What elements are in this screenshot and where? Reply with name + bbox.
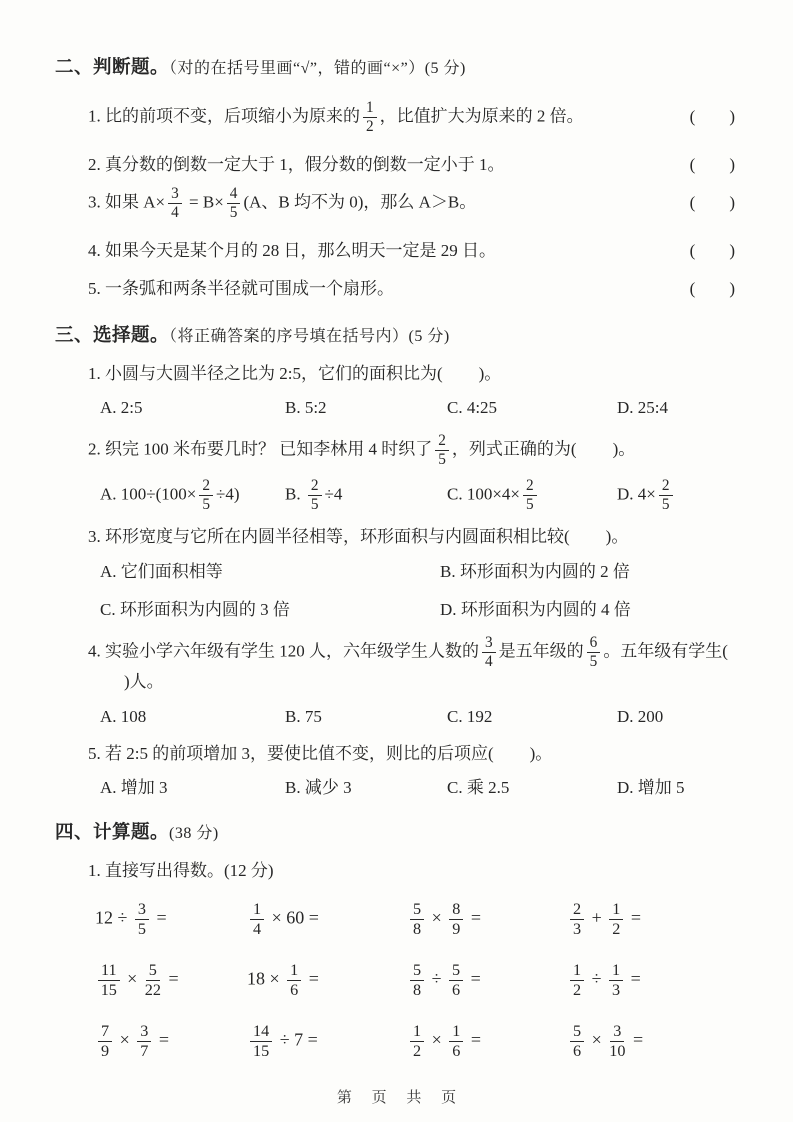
choice-question-4-option-b: B. 75: [285, 706, 322, 726]
choice-question-3-option-d: D. 环形面积为内圆的 4 倍: [440, 600, 631, 620]
choice-question-1-option-d: D. 25:4: [617, 398, 668, 418]
calc-problems: [55, 901, 735, 1060]
judge-question-2-answer-bracket: ( ): [689, 154, 735, 174]
fraction: $\frac{5}{6}$: [449, 962, 463, 999]
fraction: $\frac{1}{4}$: [250, 901, 264, 938]
judge-question-1-text: 1. 比的前项不变，后项缩小为原来的 $\frac{1}{2}$ ，比值扩大为原来的 2 倍。: [88, 98, 584, 135]
calc-problem-r3c4: $\frac{5}{6}$ × $\frac{3}{10}$ =: [567, 1023, 735, 1060]
choice-question-2-option-d: D. 4× $\frac{2}{5}$: [617, 478, 735, 513]
calc-problem-r1c4: $\frac{2}{3}$ + $\frac{1}{2}$ =: [567, 901, 735, 938]
fraction: $\frac{2}{5}$: [659, 478, 673, 513]
fraction: $\frac{6}{5}$: [587, 635, 601, 670]
judge-question-2: [55, 153, 735, 178]
fraction: $\frac{1}{2}$: [570, 962, 584, 999]
choice-question-2: [55, 433, 735, 513]
fraction: $\frac{5}{8}$: [410, 901, 424, 938]
section-calc: [55, 819, 735, 1060]
choice-question-4-text: 4. 实验小学六年级有学生 120 人，六年级学生人数的 $\frac{3}{4}$ 是五年级的 $\frac{6}{5}$ 。五年级有学生()人。: [88, 634, 728, 692]
judge-question-4-text: 4. 如果今天是某个月的 28 日，那么明天一定是 29 日。: [88, 240, 496, 260]
calc-problem-r1c1: 12 ÷ $\frac{3}{5}$ =: [95, 900, 167, 939]
judge-question-2-text: 2. 真分数的倒数一定大于 1，假分数的倒数一定小于 1。: [88, 154, 505, 174]
choice-question-1: [55, 362, 735, 421]
choice-question-5-option-b: B. 减少 3: [285, 778, 352, 798]
choice-question-4: [55, 635, 735, 729]
calc-subsection-title: 1. 直接写出得数。(12 分): [88, 860, 274, 880]
fraction: $\frac{11}{15}$: [98, 962, 120, 999]
choice-question-4-options: [55, 705, 735, 730]
fraction: $\frac{2}{5}$: [199, 478, 213, 513]
choice-question-3-text: 3. 环形宽度与它所在内圆半径相等，环形面积与内圆面积相比较( )。: [88, 527, 629, 547]
calc-title-note: (38 分): [169, 824, 219, 842]
choice-question-5-option-d: D. 增加 5: [617, 778, 685, 798]
fraction: $\frac{1}{3}$: [609, 962, 623, 999]
judge-question-5-text: 5. 一条弧和两条半径就可围成一个扇形。: [88, 279, 394, 299]
choice-title-text: 三、选择题。: [55, 325, 170, 346]
fraction: $\frac{2}{5}$: [308, 478, 322, 513]
fraction: $\frac{1}{2}$: [410, 1023, 424, 1060]
calc-problem-r2c4: $\frac{1}{2}$ ÷ $\frac{1}{3}$ =: [567, 962, 735, 999]
choice-question-2-option-a: A. 100÷(100× $\frac{2}{5}$ ÷4): [100, 477, 240, 514]
fraction: $\frac{5}{8}$: [410, 962, 424, 999]
judge-question-4-answer-bracket: ( ): [689, 240, 735, 260]
fraction: $\frac{4}{5}$: [227, 186, 241, 221]
fraction: $\frac{2}{5}$: [435, 433, 449, 468]
fraction: $\frac{3}{5}$: [135, 901, 149, 938]
choice-question-4-option-c: C. 192: [447, 706, 493, 726]
fraction: $\frac{5}{22}$: [144, 961, 161, 1000]
judge-section-title: [55, 54, 735, 82]
choice-question-3-option-b: B. 环形面积为内圆的 2 倍: [440, 561, 630, 581]
choice-title-note: （将正确答案的序号填在括号内）(5 分): [169, 327, 450, 345]
choice-question-3-options: [55, 560, 735, 623]
section-choice: [55, 322, 735, 801]
choice-question-1-option-b: B. 5:2: [285, 398, 327, 418]
choice-section-title: [55, 322, 735, 350]
judge-question-3: [55, 186, 735, 221]
fraction: $\frac{3}{7}$: [137, 1023, 151, 1060]
fraction: $\frac{2}{3}$: [570, 901, 584, 938]
calc-problem-r3c2: $\frac{14}{15}$ ÷ 7 =: [247, 1023, 407, 1060]
fraction: $\frac{5}{6}$: [570, 1023, 584, 1060]
judge-question-5: [55, 277, 735, 302]
choice-question-3: [55, 525, 735, 623]
fraction: $\frac{14}{15}$: [250, 1023, 272, 1060]
choice-question-5-options: [55, 776, 735, 801]
choice-question-5-option-a: A. 增加 3: [100, 778, 168, 798]
fraction: $\frac{1}{6}$: [287, 962, 301, 999]
fraction: $\frac{8}{9}$: [449, 901, 463, 938]
calc-problem-r2c1: $\frac{11}{15}$ × $\frac{5}{22}$ =: [95, 962, 247, 999]
judge-question-3-text: 3. 如果 A× $\frac{3}{4}$ = B× $\frac{4}{5}$ (A、B 均不为 0)，那么 A＞B。: [88, 184, 477, 221]
section-judge: [55, 54, 735, 302]
choice-question-5-text: 5. 若 2:5 的前项增加 3，要使比值不变，则比的后项应( )。: [88, 743, 553, 763]
choice-question-1-options: [55, 396, 735, 421]
fraction: $\frac{1}{2}$: [363, 100, 377, 135]
page-footer: 第 页 共 页: [336, 1090, 457, 1107]
calc-section-title: [55, 819, 735, 847]
choice-question-4-option-d: D. 200: [617, 706, 664, 726]
fraction: $\frac{7}{9}$: [98, 1023, 112, 1060]
choice-question-5-option-c: C. 乘 2.5: [447, 778, 510, 798]
calc-title-text: 四、计算题。: [55, 822, 170, 843]
calc-problem-r3c1: $\frac{7}{9}$ × $\frac{3}{7}$ =: [95, 1023, 247, 1060]
calc-problem-r2c3: $\frac{5}{8}$ ÷ $\frac{5}{6}$ =: [407, 962, 567, 999]
choice-question-3-option-c: C. 环形面积为内圆的 3 倍: [100, 600, 290, 620]
judge-title-note: （对的在括号里画“√”，错的画“×”）(5 分): [169, 60, 466, 77]
judge-question-1: [55, 100, 735, 135]
fraction: $\frac{3}{10}$: [609, 1022, 626, 1061]
calc-problem-r1c2: $\frac{1}{4}$ × 60 =: [247, 901, 407, 938]
fraction: $\frac{2}{5}$: [523, 478, 537, 513]
judge-title-text: 二、判断题。: [55, 58, 170, 78]
choice-question-1-text: 1. 小圆与大圆半径之比为 2:5，它们的面积比为( )。: [88, 363, 502, 383]
choice-question-2-option-b: B. $\frac{2}{5}$ ÷4: [285, 477, 343, 514]
judge-question-4: [55, 239, 735, 264]
calc-problem-r2c2: 18 × $\frac{1}{6}$ =: [247, 961, 319, 1000]
choice-question-1-option-a: A. 2:5: [100, 398, 143, 418]
judge-question-3-answer-bracket: ( ): [689, 192, 735, 212]
choice-question-5: [55, 742, 735, 801]
fraction: $\frac{3}{4}$: [168, 186, 182, 221]
choice-question-1-option-c: C. 4:25: [447, 398, 498, 418]
choice-question-4-option-a: A. 108: [100, 706, 147, 726]
fraction: $\frac{3}{4}$: [482, 635, 496, 670]
choice-question-2-option-c: C. 100×4× $\frac{2}{5}$: [447, 478, 617, 513]
choice-question-2-text: 2. 织完 100 米布要几时？ 已知李林用 4 时织了 $\frac{2}{5}$ ，列式正确的为( )。: [88, 432, 636, 469]
choice-question-2-options: [55, 478, 735, 513]
judge-question-1-answer-bracket: ( ): [689, 107, 735, 127]
fraction: $\frac{1}{2}$: [609, 901, 623, 938]
judge-question-5-answer-bracket: ( ): [689, 279, 735, 299]
calc-problem-r3c3: $\frac{1}{2}$ × $\frac{1}{6}$ =: [407, 1023, 567, 1060]
choice-question-3-option-a: A. 它们面积相等: [100, 561, 223, 581]
calc-problem-r1c3: $\frac{5}{8}$ × $\frac{8}{9}$ =: [407, 901, 567, 938]
fraction: $\frac{1}{6}$: [449, 1023, 463, 1060]
